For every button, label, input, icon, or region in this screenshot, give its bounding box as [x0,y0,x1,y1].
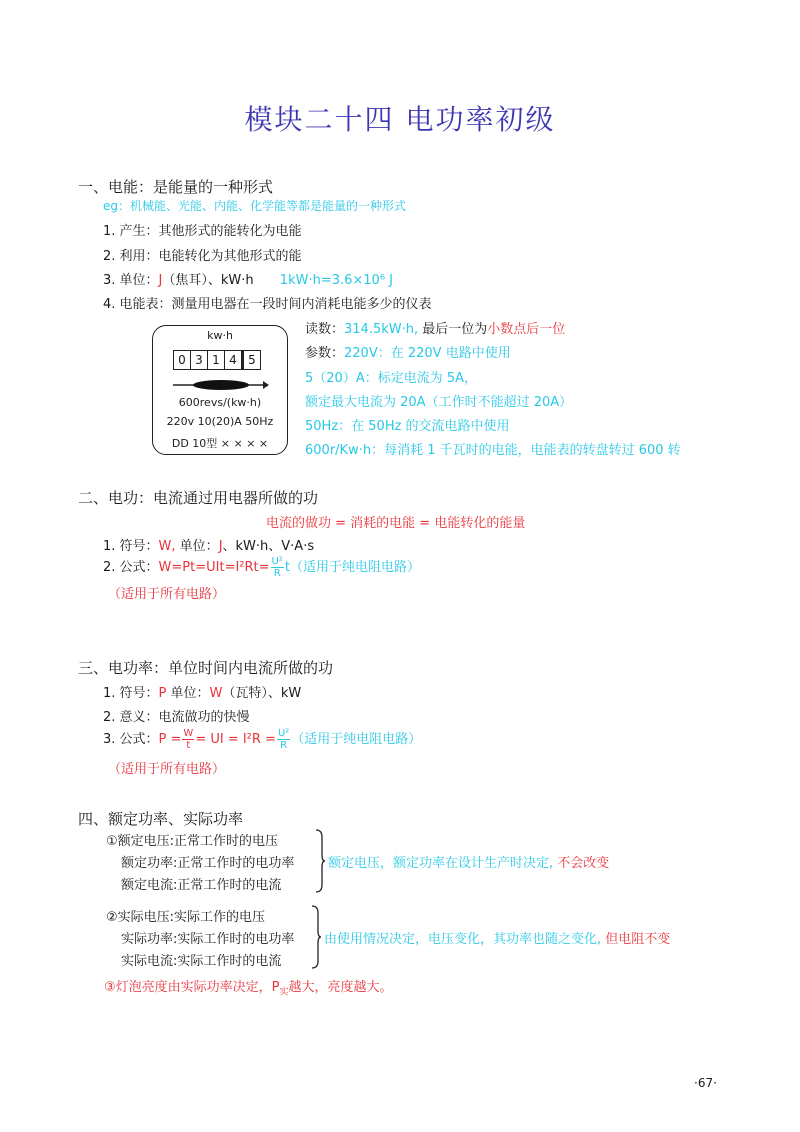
power-item-1: 1. 符号：P 单位：W（瓦特）、kW [103,686,302,701]
work-formula-scope: （适用于所有电路） [108,587,226,602]
meter-frequency-note: 50Hz：在 50Hz 的交流电路中使用 [305,419,510,434]
meter-rating: 220v 10(20)A 50Hz [166,415,274,428]
meter-digit-decimal: 5 [242,351,260,369]
meter-revolutions-note: 600r/Kw·h：每消耗 1 千瓦时的电能，电能表的转盘转过 600 转 [305,443,681,458]
energy-item-2: 2. 利用：电能转化为其他形式的能 [103,249,302,264]
rated-power: 额定功率:正常工作时的电功率 [121,856,295,871]
meter-digit: 0 [174,351,191,369]
meter-digit: 3 [191,351,208,369]
brightness-note: ③灯泡亮度由实际功率决定，$P_实$越大，亮度越大。 [104,980,393,998]
meter-revs: 600revs/(kw·h) [178,396,262,409]
rated-brace-icon [314,829,326,893]
meter-model: DD 10型 × × × × [171,437,269,450]
meter-digit: 1 [208,351,225,369]
section-2-heading: 二、电功：电流通过用电器所做的功 [78,489,319,507]
actual-current: 实际电流:实际工作时的电流 [121,954,282,969]
meter-max-current-note: 额定最大电流为 20A（工作时不能超过 20A） [305,395,573,410]
power-formula: 3. 公式：P = $\frac{W}{t}$ = UI = I²R = $\frac{\text{U²}}{R}$ （适用于纯电阻电路） [103,728,422,751]
electricity-meter-diagram [152,325,288,455]
rated-current: 额定电流:正常工作时的电流 [121,878,282,893]
actual-voltage: ②实际电压:实际工作的电压 [106,910,266,925]
rated-values-note: 额定电压，额定功率在设计生产时决定, 不会改变 [328,856,610,871]
power-formula-scope: （适用于所有电路） [108,762,226,777]
energy-examples: eg：机械能、光能、内能、化学能等都是能量的一种形式 [103,199,407,213]
section-4-heading: 四、额定功率、实际功率 [78,810,244,828]
rated-voltage: ①额定电压:正常工作时的电压 [106,834,279,849]
meter-unit: kw·h [207,329,233,342]
meter-digits [173,350,261,370]
section-3-heading: 三、电功率：单位时间内电流所做的功 [78,659,334,677]
meter-reading-note: 读数：314.5kW·h, 最后一位为小数点后一位 [305,322,566,337]
meter-digit: 4 [225,351,242,369]
work-item-1: 1. 符号：W, 单位：J、kW·h、V·A·s [103,539,315,554]
work-equivalence-note: 电流的做功 = 消耗的电能 = 电能转化的能量 [266,516,526,531]
page-title: 模块二十四 电功率初级 [244,103,556,136]
energy-item-4: 4. 电能表：测量用电器在一段时间内消耗电能多少的仪表 [103,297,432,312]
energy-item-1: 1. 产生：其他形式的能转化为电能 [103,224,302,239]
section-1-heading: 一、电能：是能量的一种形式 [78,178,274,196]
page-number: ·67· [694,1076,717,1090]
actual-values-note: 由使用情况决定，电压变化，其功率也随之变化, 但电阻不变 [324,932,671,947]
meter-params-note: 参数：220V：在 220V 电路中使用 [305,346,511,361]
power-item-2: 2. 意义：电流做功的快慢 [103,710,250,725]
actual-brace-icon [310,905,322,969]
energy-item-3: 3. 单位：J（焦耳）、kW·h 1kW·h=3.6×10⁶ J [103,273,394,288]
actual-power: 实际功率:实际工作时的电功率 [121,932,295,947]
work-formula: 2. 公式：W=Pt=UIt=I²Rt= $\frac{\text{U²}}{R}$ t（适用于纯电阻电路） [103,556,420,579]
meter-current-note: 5（20）A：标定电流为 5A， [305,371,478,386]
meter-rotor-icon [171,378,269,392]
